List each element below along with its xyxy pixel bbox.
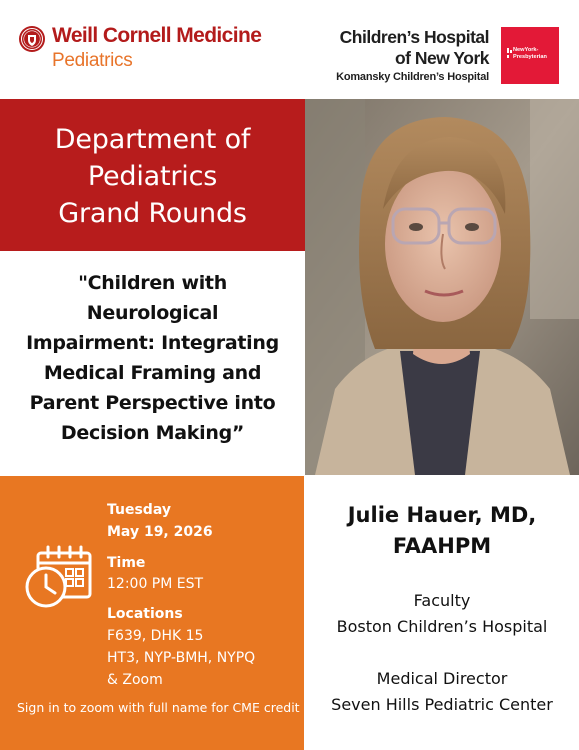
talk-title-line: Impairment: Integrating [26, 332, 279, 354]
department-title [0, 121, 305, 232]
location-line: F639, DHK 15 [107, 628, 204, 644]
talk-title-line: Medical Framing and [43, 362, 262, 384]
nyp-line1: NewYork- [513, 47, 539, 53]
time-label: Time [107, 555, 146, 571]
role2-title: Medical Director [376, 669, 508, 688]
chony-name-line2: of New York [394, 48, 489, 68]
speaker-photo [305, 99, 579, 475]
role2-organization: Seven Hills Pediatric Center [331, 695, 553, 714]
talk-title-line: Neurological [86, 302, 219, 324]
speaker-name-line: FAAHPM [392, 534, 492, 558]
event-day: Tuesday [107, 502, 171, 518]
zoom-cme-note: Sign in to zoom with full name for CME credit [17, 700, 300, 715]
speaker-name-line: Julie Hauer, MD, [347, 503, 537, 527]
role1-title: Faculty [413, 591, 471, 610]
wcm-title: Weill Cornell Medicine [52, 24, 262, 47]
event-date: May 19, 2026 [107, 524, 213, 540]
location-line: HT3, NYP-BMH, NYPQ [107, 650, 256, 666]
wcm-seal-icon [18, 25, 46, 53]
nyp-logo [501, 27, 559, 84]
department-title-line: Pediatrics [87, 161, 218, 192]
talk-title-line: "Children with [78, 272, 227, 294]
location-line: & Zoom [107, 672, 163, 688]
department-title-line: Department of [54, 124, 251, 155]
nyp-wordmark [513, 47, 547, 60]
event-time: 12:00 PM EST [107, 576, 204, 592]
talk-title [0, 268, 305, 448]
calendar-clock-icon [24, 541, 96, 613]
chony-name-line1: Children’s Hospital [339, 27, 489, 47]
nyp-line2: Presbyterian [513, 53, 547, 60]
header [0, 0, 579, 97]
talk-title-line: Decision Making” [60, 422, 245, 444]
role1-organization: Boston Children’s Hospital [336, 617, 548, 636]
chony-subname: Komansky Children’s Hospital [336, 71, 489, 83]
speaker-name [305, 500, 579, 562]
locations-label: Locations [107, 606, 183, 622]
talk-title-line: Parent Perspective into [29, 392, 276, 414]
speaker-portrait-image [305, 99, 579, 475]
department-title-line: Grand Rounds [58, 198, 247, 229]
wcm-subtitle: Pediatrics [52, 50, 133, 71]
